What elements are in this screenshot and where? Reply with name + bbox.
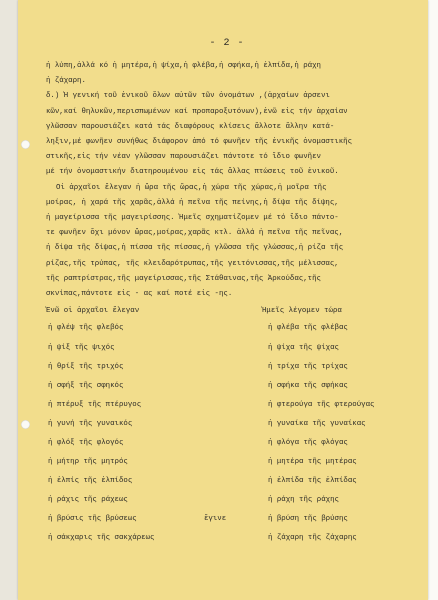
- modern-column: [262, 304, 408, 548]
- comparison-table: [46, 304, 408, 548]
- modern-form: ἡ ἐλπίδα τῆς ἐλπίδας: [268, 477, 357, 486]
- ancient-form: ἡ ψίξ τῆς ψιχός: [48, 343, 115, 352]
- text-line: ρίζας,τῆς τρύπας, τῆς κλειδαρότρυπας,τῆς γειτόνισσας,τῆς μέλισσας,: [46, 259, 339, 268]
- modern-form: ἡ ράχη τῆς ράχης: [268, 496, 339, 505]
- text-line: ἡ μαγείρισσα τῆς μαγειρίσσης. Ἡμεῖς σχηματίζομεν μέ τό ἴδιο πάντο-: [46, 214, 339, 223]
- ancient-column-header: Ἐνῶ οἱ ἀρχαῖοι ἔλεγαν: [46, 307, 140, 316]
- text-line: τῆς ραπτρίστρας,τῆς μαγείρισσας,τῆς Στάθαινας,τῆς Ἀρκούδας,τῆς: [46, 274, 321, 283]
- modern-column-header: Ἡμεῖς λέγομεν τώρα: [262, 307, 342, 316]
- modern-form: ἡ φτερούγα τῆς φτερούγας: [268, 400, 375, 409]
- ancient-form: ἡ πτέρυξ τῆς πτέρυγος: [48, 400, 142, 409]
- modern-form: ἡ τρίχα τῆς τρίχας: [268, 362, 348, 371]
- ancient-form: ἡ ἐλπίς τῆς ἐλπίδος: [48, 477, 133, 486]
- text-line: ἡ ζάχαρη.: [46, 77, 86, 86]
- text-line: ἡ δίψα τῆς δίψας,ἡ πίσσα τῆς πίσσας,ἡ γλῶσσα τῆς γλώσσας,ἡ ρίζα τῆς: [46, 244, 344, 253]
- ancient-form: ἡ θρίξ τῆς τριχός: [48, 362, 124, 371]
- modern-form: ἡ ψίχα τῆς ψίχας: [268, 343, 339, 352]
- modern-form: ἡ φλέβα τῆς φλέβας: [268, 324, 348, 333]
- text-line: ληξιν,μέ φωνῆεν συνήθως διάφορον ἀπό τό φωνῆεν τῆς ἐνικῆς ὀνομαστικῆς: [46, 138, 353, 147]
- ancient-form: ἡ σφήξ τῆς σφηκός: [48, 381, 124, 390]
- modern-form: ἡ γυναίκα τῆς γυναίκας: [268, 419, 366, 428]
- modern-form: ἡ σφήκα τῆς σφήκας: [268, 381, 348, 390]
- ancient-form: ἡ φλέψ τῆς φλεβός: [48, 324, 124, 333]
- text-line: στικῆς,εἰς τήν νέαν γλῶσσαν παρουσιάζει πάντοτε τό ἴδιο φωνῆεν: [46, 153, 321, 162]
- text-line: ἡ λύπη,ἀλλά κό ἡ μητέρα,ἡ ψίχα,ἡ φλέβα,ἡ σφήκα,ἡ ἐλπίδα,ἡ ράχη: [46, 62, 321, 70]
- ancient-form: ἡ βρύσις τῆς βρύσεως: [48, 515, 137, 524]
- text-line: κῶν,καί θηλυκῶν,περισπωμένων καί προπαροξυτόνων),ἐνῶ εἰς τήν ἀρχαίαν: [46, 107, 348, 116]
- ancient-form: ἡ σάκχαρις τῆς σακχάρεως: [48, 534, 155, 543]
- punch-hole: [21, 140, 30, 149]
- ancient-form: ἡ φλόξ τῆς φλογός: [48, 439, 124, 448]
- text-line: Οἱ ἀρχαῖοι ἔλεγαν ἡ ὥρα τῆς ὥρας,ἡ χώρα τῆς χώρας,ἡ μοῖρα τῆς: [56, 183, 327, 192]
- modern-form: ἡ βρύση τῆς βρύσης: [268, 515, 348, 524]
- ancient-form-row-with-verb: [46, 510, 262, 529]
- scan-border: [0, 0, 18, 600]
- modern-form: ἡ φλόγα τῆς φλόγας: [268, 439, 348, 448]
- page-content: [46, 38, 408, 549]
- text-line: γλῶσσαν παρουσιάζει κατά τάς διαφόρους κλίσεις ἄλλοτε ἄλλην κατά-: [46, 122, 335, 131]
- ancient-form: ἡ μήτηρ τῆς μητρός: [48, 458, 128, 467]
- text-line: δ.) Ἡ γενική τοῦ ἑνικοῦ ὅλων αὐτῶν τῶν ὀνομάτων ,(ἀρχαίων ἀρσενι: [46, 92, 330, 101]
- text-line: σκνίπας,πάντοτε εἰς - ας καί ποτέ εἰς -ης.: [46, 290, 233, 299]
- ancient-column: [46, 304, 262, 548]
- ancient-form: ἡ ράχις τῆς ράχεως: [48, 496, 128, 505]
- became-label: ἔγινε: [204, 515, 227, 524]
- modern-form: ἡ ζάχαρη τῆς ζάχαρης: [268, 534, 357, 543]
- text-line: μοίρας, ἡ χαρά τῆς χαρᾶς,ἀλλά ἡ πεῖνα τῆς πείνης,ἡ δίψα τῆς δίψης,: [46, 198, 339, 207]
- text-line: μέ τήν ὀνομαστικήν διατηρουμένου εἰς τάς ἄλλας πτώσεις τοῦ ἑνικοῦ.: [46, 168, 339, 177]
- modern-form: ἡ μητέρα τῆς μητέρας: [268, 458, 357, 467]
- punch-hole: [21, 420, 30, 429]
- ancient-form: ἡ γυνή τῆς γυναικός: [48, 419, 133, 428]
- paragraph: [46, 59, 408, 302]
- page-number: - 2 -: [209, 38, 245, 49]
- text-line: τε φωνῆεν ὄχι μόνον ὥρας,μοίρας,χαρᾶς κτλ. ἀλλά ἡ πεῖνα τῆς πεῖνας,: [46, 229, 344, 238]
